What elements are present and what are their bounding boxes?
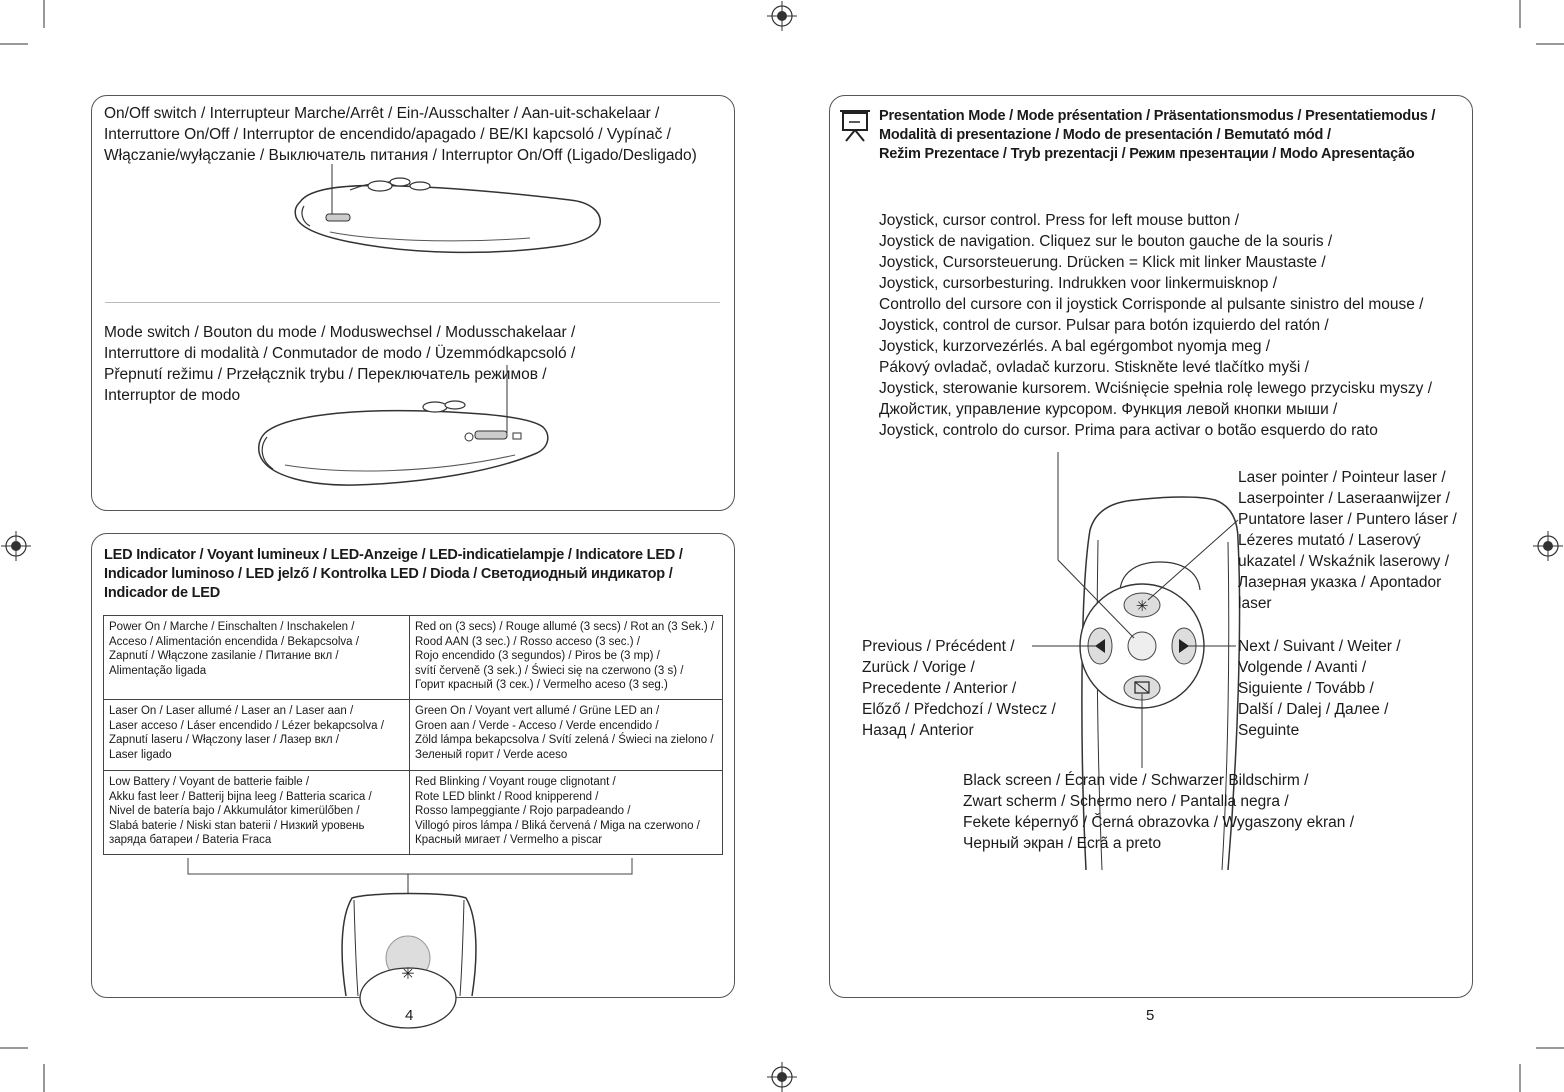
presenter-device-top-illustration bbox=[290, 172, 610, 262]
registration-mark-top bbox=[767, 1, 797, 31]
next-label: Next / Suivant / Weiter / Volgende / Avanti / Siguiente / Tovább / Další / Dalej / Далее / Seguinte bbox=[1238, 638, 1401, 739]
joystick-label: Joystick, cursor control. Press for left mouse button / Joystick de navigation. Cliquez sur le bouton gauche de la souris / Joystick, Cursorsteuerung. Drücken = Klick mit linker Maustaste / Joystick, cursorbesturing. Indrukken voor linkermuisknop / Controllo del cursore con il joystick Corrisponde al pulsante sinistro del mouse / Joystick, control de cursor. Pulsar para botón izquierdo del ratón / Joystick, kurzorvezérlés. A bal egérgombot nyomja meg / Pákový ovladač, ovladač kurzoru. Stiskněte levé tlačítko myši / Joystick, sterowanie kursorem. Wciśnięcie spełnia rolę lewego przycisku myszy / Джойстик, управление курсором. Функция левой кнопки мыши / Joystick, controlo do cursor. Prima para activar o botão esquerdo do rato bbox=[879, 212, 1433, 439]
presentation-mode-title: Presentation Mode / Mode présentation / Präsentationsmodus / Presentatiemodus / Modalità di presentazione / Modo de presentación / Bemutató mód / Režim Prezentace / Tryb prezentacji / Режим презентации / Modo Apresentação bbox=[879, 108, 1436, 162]
table-row bbox=[104, 771, 723, 855]
table-row bbox=[104, 616, 723, 700]
led-state-cell: Laser On / Laser allumé / Laser an / Laser aan / Laser acceso / Láser encendido / Lézer bekapcsolva / Zapnutí laseru / Włączony laser / Лазер вкл / Laser ligado bbox=[104, 700, 410, 771]
led-state-cell: Power On / Marche / Einschalten / Inschakelen / Acceso / Alimentación encendida / Bekapcsolva / Zapnutí / Włączone zasilanie / Питание вкл / Alimentação ligada bbox=[104, 616, 410, 700]
page-number-right: 5 bbox=[1146, 1007, 1155, 1024]
presenter-device-side-illustration bbox=[245, 395, 555, 490]
led-indicator-title: LED Indicator / Voyant lumineux / LED-Anzeige / LED-indicatielampje / Indicatore LED / Indicador luminoso / LED jelző / Kontrolka LED / Dioda / Светодиодный индикатор / Indicador de LED bbox=[104, 547, 683, 601]
previous-label: Previous / Précédent / Zurück / Vorige / Precedente / Anterior / Előző / Předchozí / Wstecz / Назад / Anterior bbox=[862, 638, 1056, 739]
led-table bbox=[103, 615, 723, 855]
registration-mark-bottom bbox=[767, 1062, 797, 1092]
divider-line bbox=[105, 302, 720, 303]
page-number-left: 4 bbox=[405, 1007, 414, 1024]
mode-switch-label: Mode switch / Bouton du mode / Moduswechsel / Modusschakelaar / Interruttore di modalità / Conmutador de modo / Üzemmódkapcsoló / Přepnutí režimu / Przełącznik trybu / Переключатель режимов / Interruptor de modo bbox=[104, 324, 576, 404]
projector-screen-icon bbox=[838, 108, 872, 142]
led-indicator-cell: Green On / Voyant vert allumé / Grüne LED an / Groen aan / Verde - Acceso / Verde encendido / Zöld lámpa bekapcsolva / Svítí zelená / Świeci na zielono / Зеленый горит / Verde aceso bbox=[410, 700, 723, 771]
registration-mark-right bbox=[1533, 531, 1563, 561]
led-indicator-cell: Red Blinking / Voyant rouge clignotant / Rote LED blinkt / Rood knipperend / Rosso lampeggiante / Rojo parpadeando / Villogó piros lámpa / Bliká červená / Miga na czerwono / Красный мигает / Vermelho a piscar bbox=[410, 771, 723, 855]
laser-star-icon: ✳ bbox=[401, 964, 415, 983]
laser-pointer-label: Laser pointer / Pointeur laser / Laserpointer / Laseraanwijzer / Puntatore laser / Puntero láser / Lézeres mutató / Laserový ukazatel / Wskaźnik laserowy / Лазерная указка / Apontador laser bbox=[1238, 469, 1457, 612]
led-indicator-cell: Red on (3 secs) / Rouge allumé (3 secs) / Rot an (3 Sek.) / Rood AAN (3 sec.) / Rosso acceso (3 sec.) / Rojo encendido (3 segundos) / Piros be (3 mp) / svítí červeně (3 sek.) / Świeci się na czerwono (3 s) / Горит красный (3 сек.) / Vermelho aceso (3 seg.) bbox=[410, 616, 723, 700]
table-row bbox=[104, 700, 723, 771]
registration-mark-left bbox=[1, 531, 31, 561]
black-screen-label: Black screen / Écran vide / Schwarzer Bildschirm / Zwart scherm / Schermo nero / Pantalla negra / Fekete képernyő / Černá obrazovka / Wygaszony ekran / Черный экран / Ecrã a preto bbox=[963, 772, 1354, 852]
led-state-cell: Low Battery / Voyant de batterie faible / Akku fast leer / Batterij bijna leeg / Batteria scarica / Nivel de batería bajo / Akkumulátor kimerülőben / Slabá baterie / Niski stan baterii / Низкий уровень заряда батареи / Bateria Fraca bbox=[104, 771, 410, 855]
led-device-illustration bbox=[180, 858, 640, 998]
laser-star-icon: ✳ bbox=[1135, 597, 1149, 615]
onoff-switch-label: On/Off switch / Interrupteur Marche/Arrêt / Ein-/Ausschalter / Aan-uit-schakelaar / Interruttore On/Off / Interruptor de encendido/apagado / BE/KI kapcsoló / Vypínač / Włączanie/wyłączanie / Выключатель питания / Interruptor On/Off (Ligado/Desligado) bbox=[104, 105, 697, 164]
